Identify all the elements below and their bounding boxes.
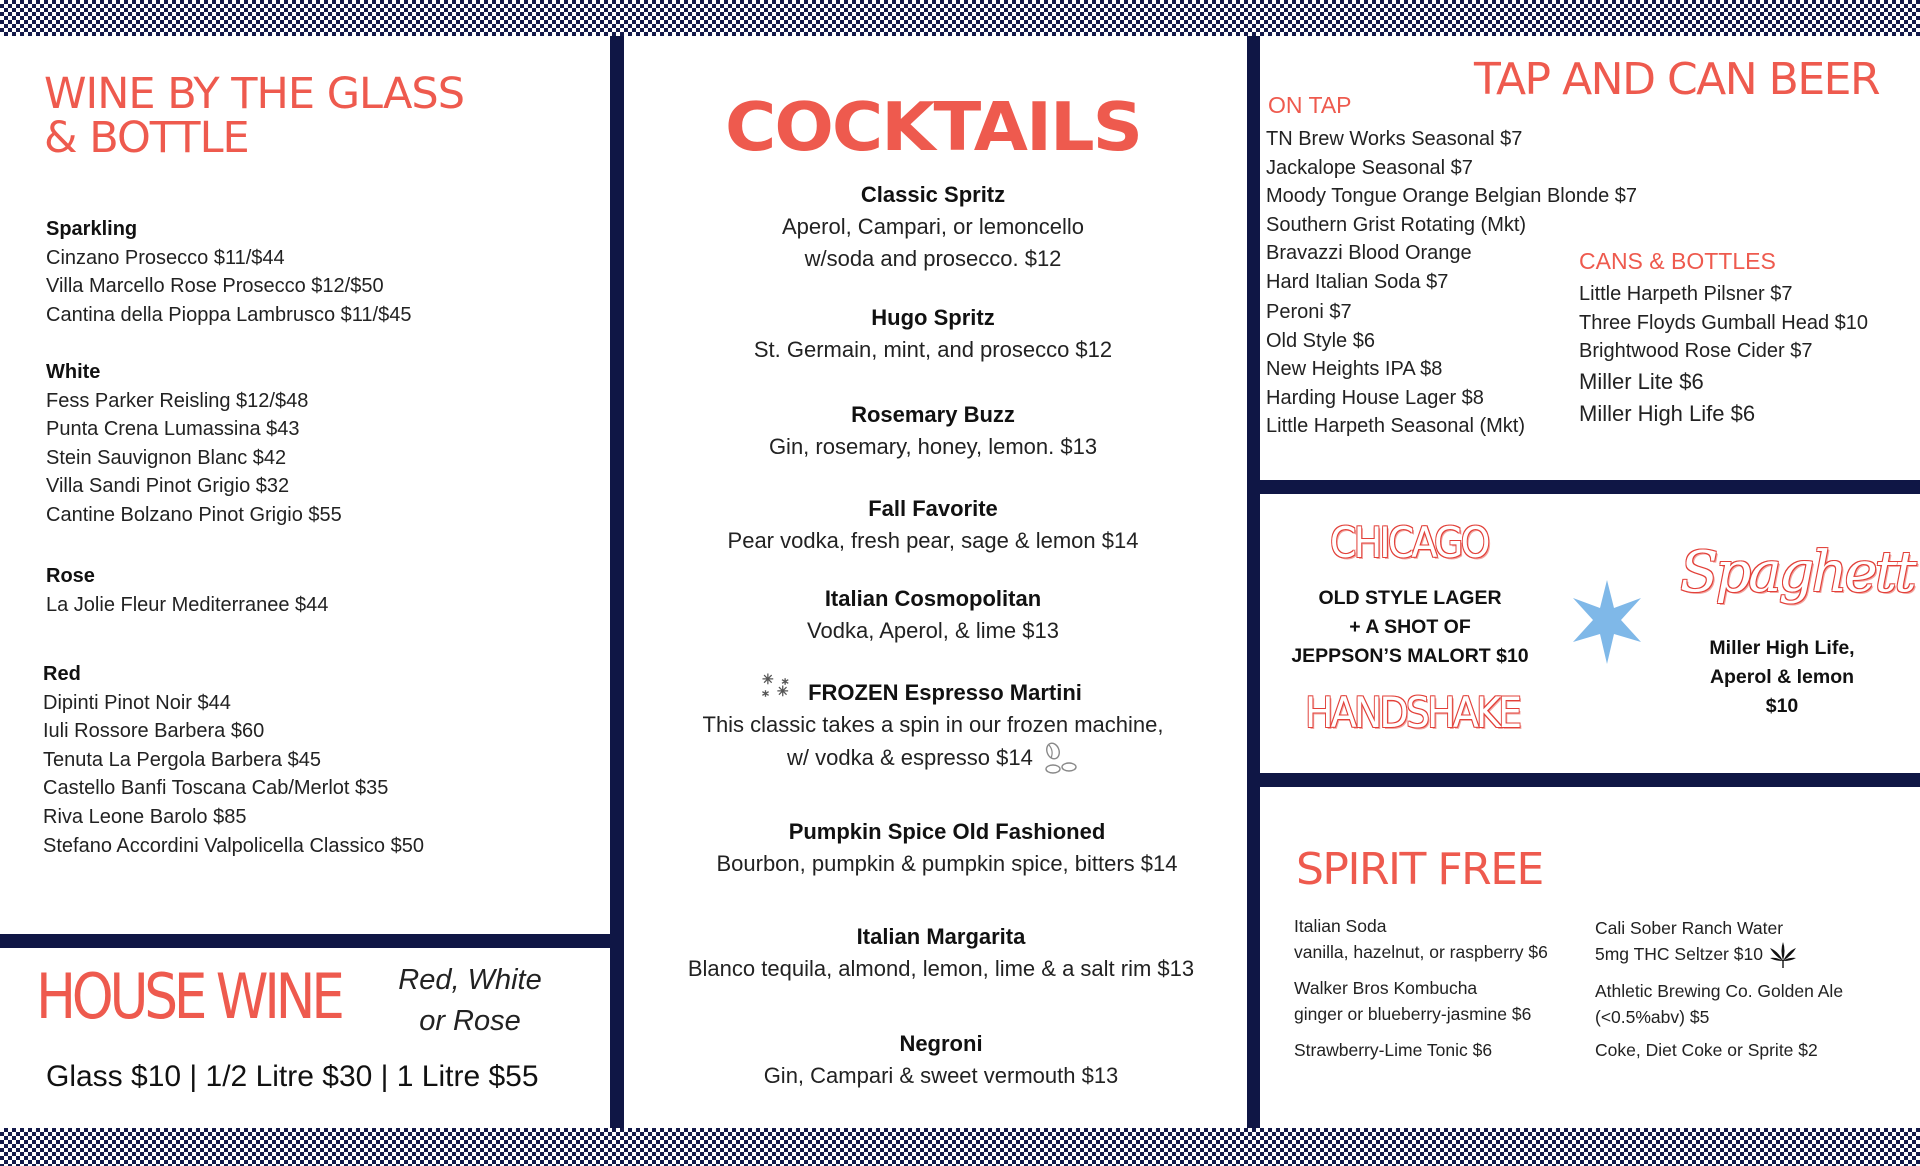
cocktail-item [636,816,1258,880]
beer-item: Little Harpeth Seasonal (Mkt) [1266,415,1526,437]
wine-item: Castello Banfi Toscana Cab/Merlot $35 [43,777,389,800]
cocktail-desc: Blanco tequila, almond, lemon, lime & a salt rim $13 [687,956,1195,981]
cocktail-item [622,399,1244,463]
wine-item: Iuli Rossore Barbera $60 [43,720,265,743]
cocktail-name: Pumpkin Spice Old Fashioned [788,819,1106,844]
cocktails-title: COCKTAILS [724,88,1142,166]
beer-item: Little Harpeth Pilsner $7 [1579,283,1793,305]
on-tap-heading: ON TAP [1268,92,1352,118]
cocktail-item [630,1028,1252,1092]
wine-item: Stefano Accordini Valpolicella Classico $50 [43,834,424,857]
cocktail-desc: Vodka, Aperol, & lime $13 [807,618,1059,643]
cans-bottles-heading: CANS & BOTTLES [1579,248,1776,274]
coffee-beans-icon [1039,741,1079,777]
house-wine-options-line1: Red, White [398,964,542,996]
cocktail-desc: St. Germain, mint, and prosecco $12 [753,337,1113,362]
cocktail-name: Fall Favorite [868,496,998,521]
beer-item: Moody Tongue Orange Belgian Blonde $7 [1266,185,1638,207]
divider-specials [1260,773,1920,787]
spirit-free-item-detail: (<0.5%abv) $5 [1595,1007,1710,1027]
house-wine-prices: Glass $10 | 1/2 Litre $30 | 1 Litre $55 [46,1060,539,1093]
chicago-star-icon [1567,580,1647,664]
cocktail-desc: This classic takes a spin in our frozen machine, [702,712,1164,737]
cocktail-desc: w/soda and prosecco. $12 [804,246,1062,271]
promo-line: $10 [1765,695,1799,717]
spirit-free-item-detail [1595,941,1798,969]
cocktail-item [630,921,1252,985]
wine-group-red [43,660,424,860]
wine-item: Tenuta La Pergola Barbera $45 [43,748,321,771]
spirit-free-item-name: Coke, Diet Coke or Sprite $2 [1595,1040,1818,1060]
spirit-free-item [1595,978,1843,1030]
wine-item: La Jolie Fleur Mediterranee $44 [46,593,329,616]
wine-item: Villa Sandi Pinot Grigio $32 [46,475,290,498]
beer-item: Hard Italian Soda $7 [1266,270,1449,293]
cocktail-item [622,302,1244,366]
spirit-free-item [1595,1037,1818,1063]
wine-title [44,69,464,163]
beer-item: Miller Lite $6 [1579,368,1704,394]
chicago-label: CHICAGO [1330,518,1488,567]
cocktail-item [622,671,1244,777]
promo-line: Aperol & lemon [1709,666,1855,688]
spirit-free-item [1294,975,1531,1027]
beer-item: Old Style $6 [1266,329,1375,352]
chicago-handshake-description [1270,584,1550,671]
beer-item: Southern Grist Rotating (Mkt) [1266,213,1527,236]
cannabis-leaf-icon [1768,941,1798,969]
cocktail-desc: Aperol, Campari, or lemoncello [781,214,1085,239]
spaghett-label: Spaghett [1680,540,1914,605]
sparkle-icon: ✳ ⁎ ⁎ ✳ [762,671,791,699]
cocktail-name: Hugo Spritz [871,305,995,330]
wine-group-heading: Sparkling [46,218,138,240]
cocktail-name: Rosemary Buzz [851,402,1015,427]
spirit-free-item-name: Italian Soda [1294,916,1387,936]
spirit-free-item-name: Cali Sober Ranch Water [1595,918,1784,938]
spirit-free-item-detail: ginger or blueberry-jasmine $6 [1294,1004,1532,1024]
cocktail-item [622,493,1244,557]
wine-item: Riva Leone Barolo $85 [43,805,247,828]
spirit-free-item [1294,913,1548,965]
cocktail-item [622,583,1244,647]
spirit-free-item-detail: vanilla, hazelnut, or raspberry $6 [1294,942,1548,962]
wine-item: Stein Sauvignon Blanc $42 [46,446,287,469]
beer-item: Three Floyds Gumball Head $10 [1579,311,1869,334]
spirit-free-item [1294,1037,1492,1063]
house-wine-options-line2: or Rose [419,1005,521,1037]
cocktail-desc: Gin, Campari & sweet vermouth $13 [763,1063,1119,1088]
wine-item: Dipinti Pinot Noir $44 [43,691,231,714]
cans-bottles-list [1579,280,1868,430]
beer-item: Harding House Lager $8 [1266,386,1484,409]
house-wine-title: HOUSE WINE [36,960,341,1033]
wine-group-rose [46,562,328,619]
house-wine-options [380,960,560,1042]
checkered-border-bottom [0,1128,1920,1166]
spaghett-description [1680,634,1884,721]
spirit-free-item-name: Athletic Brewing Co. Golden Ale [1595,981,1844,1001]
promo-line: OLD STYLE LAGER [1318,587,1502,609]
spirit-free-item-detail-text: 5mg THC Seltzer $10 [1595,944,1763,964]
wine-group-sparkling [46,215,411,329]
cocktail-name [634,671,1256,709]
cocktail-desc: Pear vodka, fresh pear, sage & lemon $14 [727,528,1139,553]
wine-item: Cantina della Pioppa Lambrusco $11/$45 [46,303,412,326]
checkered-border-top [0,0,1920,36]
handshake-label: HANDSHAKE [1305,688,1520,737]
beer-item: Peroni $7 [1266,301,1352,323]
cocktail-name: Italian Margarita [856,924,1026,949]
cocktail-name-text: FROZEN Espresso Martini [808,680,1082,705]
wine-item: Fess Parker Reisling $12/$48 [46,389,309,412]
cocktail-name: Italian Cosmopolitan [824,586,1042,611]
wine-item: Villa Marcello Rose Prosecco $12/$50 [46,275,384,298]
beer-item: Miller High Life $6 [1579,400,1756,426]
divider-beer [1260,480,1920,494]
beer-item: Jackalope Seasonal $7 [1266,156,1473,179]
spirit-free-title: SPIRIT FREE [1296,844,1543,895]
spirit-free-item-name: Strawberry-Lime Tonic $6 [1294,1040,1493,1060]
spirit-free-item [1595,915,1798,969]
beer-item: Bravazzi Blood Orange [1266,242,1472,264]
wine-group-white [46,358,342,530]
wine-title-line2: & BOTTLE [44,113,249,163]
wine-item: Cinzano Prosecco $11/$44 [46,246,285,269]
beer-item: TN Brew Works Seasonal $7 [1266,128,1523,150]
beer-item: Brightwood Rose Cider $7 [1579,340,1813,362]
wine-group-heading: White [46,361,101,383]
beer-item: New Heights IPA $8 [1266,358,1443,380]
cocktail-desc: Gin, rosemary, honey, lemon. $13 [768,434,1098,459]
divider-house-wine [0,934,610,948]
spirit-free-item-name: Walker Bros Kombucha [1294,978,1478,998]
wine-item: Punta Crena Lumassina $43 [46,418,300,441]
wine-group-heading: Rose [46,565,95,587]
beer-title: TAP AND CAN BEER [1474,54,1880,105]
wine-group-heading: Red [43,663,81,685]
promo-line: JEPPSON’S MALORT $10 [1291,645,1529,667]
promo-line: + A SHOT OF [1349,616,1471,638]
promo-line: Miller High Life, [1709,637,1855,659]
wine-item: Cantine Bolzano Pinot Grigio $55 [46,503,342,526]
cocktail-item [622,179,1244,275]
cocktail-desc [622,741,1244,777]
cocktail-desc-text: w/ vodka & espresso $14 [787,744,1033,770]
cocktail-desc: Bourbon, pumpkin & pumpkin spice, bitters $14 [716,851,1178,876]
cocktail-name: Classic Spritz [860,182,1006,207]
cocktail-name: Negroni [899,1031,983,1056]
wine-title-line1: WINE BY THE GLASS [44,69,464,119]
